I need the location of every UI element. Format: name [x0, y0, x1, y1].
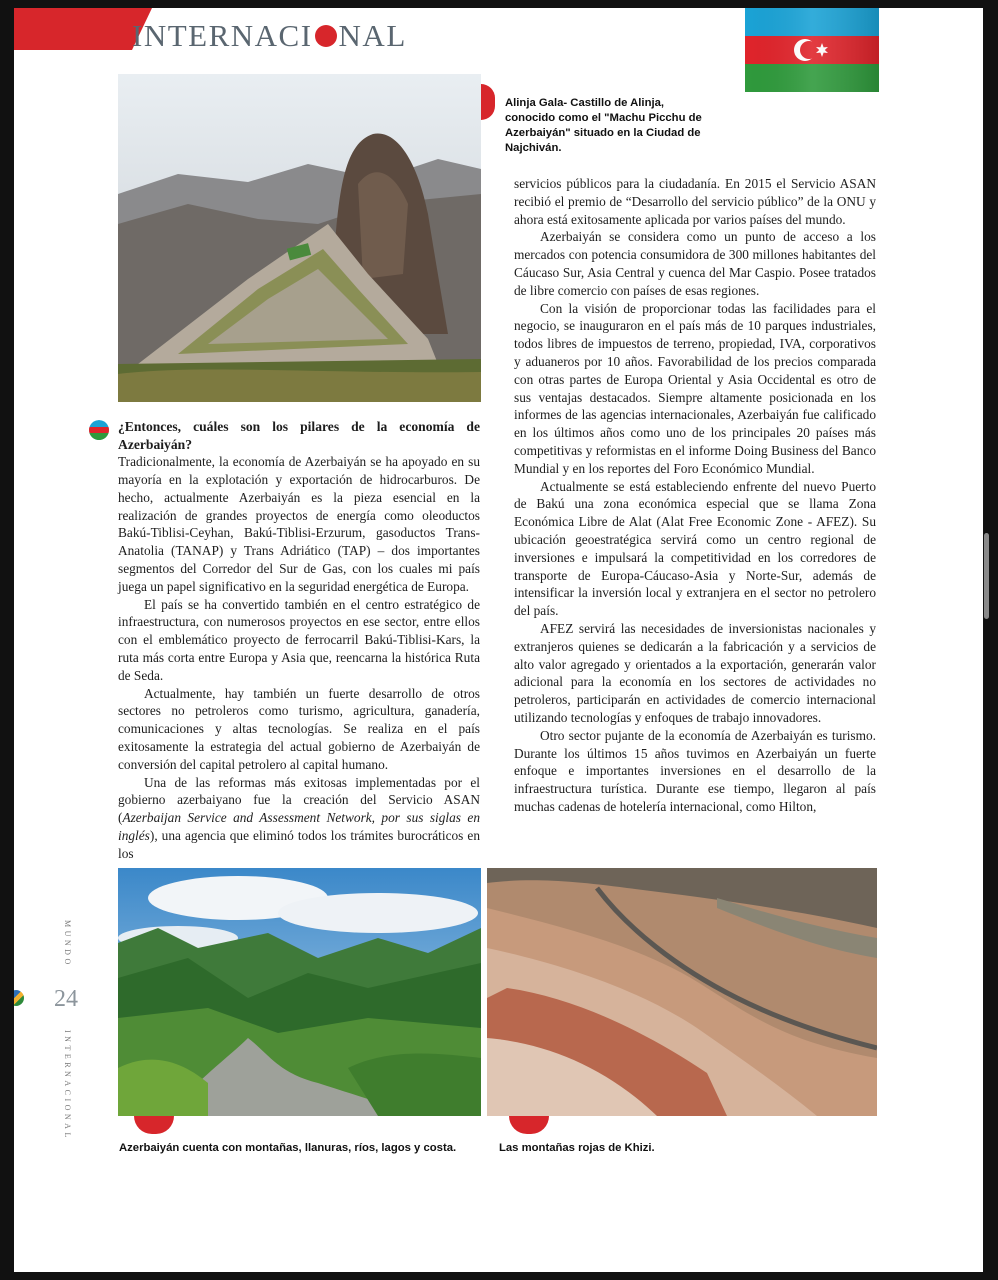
azerbaijan-flag-image	[745, 8, 879, 92]
caption-red-marker	[481, 84, 495, 120]
top-photo-caption: Alinja Gala- Castillo de Alinja, conocido como el "Machu Picchu de Azerbaiyán" situado en la Ciudad de Najchiván.	[505, 97, 702, 154]
caption-red-marker	[509, 1116, 549, 1134]
bottom-right-caption: Las montañas rojas de Khizi.	[499, 1142, 655, 1154]
paragraph: Azerbaiyán se considera como un punto de acceso a los mercados con potencia consumidora de 300 millones habitantes del Cáucaso Sur, Asia Central y cuenca del Mar Caspio. Posee tratados de libre comercio con países de esas regiones.	[514, 229, 876, 298]
azerbaijan-globe-icon	[89, 420, 109, 440]
green-mountains-photo	[118, 868, 481, 1116]
paragraph: El país se ha convertido también en el centro estratégico de infraestructura, con numerosos proyectos en ese sector, entre ellos con el emblemático proyecto de ferrocarril Bakú-Tiblisi-Kars, la ruta más corta entre Europa y Asia que, reencarna la histórica Ruta de Seda.	[118, 596, 480, 683]
alinja-fortress-photo	[118, 74, 481, 402]
paragraph: Una de las reformas más exitosas implementadas por el gobierno azerbaiyano fue la creación del Servicio ASAN (Azerbaijan Service and Assessment Network, por sus siglas en inglés), una agencia que eliminó todos los trámites burocráticos en los	[118, 774, 480, 861]
paragraph: Con la visión de proporcionar todas las facilidades para el negocio, se inauguraron en el país más de 10 parques industriales, todos libres de impuestos de terreno, propiedad, IVA, corporativos y aduaneros por 10 años. Favorabilidad de los precios comparada con otras partes de Europa Oriental y Asia Occidental es otro de sus ventajas destacados. Siempre altamente posicionada en los informes de las agencias internacionales, Azerbaiyán fue calificado en los últimos años como uno de los principales 20 países más competitivas y reformistas en el informe Doing Business del Banco Mundial y en los reportes del Foro Económico Mundial.	[514, 300, 876, 476]
bottom-left-caption: Azerbaiyán cuenta con montañas, llanuras, ríos, lagos y costa.	[119, 1142, 457, 1154]
paragraph: Otro sector pujante de la economía de Azerbaiyán es turismo. Durante los últimos 15 años tuvimos en Azerbaiyán un fuerte enfoque e importantes inversiones en el desarrollo de la infraestructura turística. Durante ese tiempo, llegaron al país muchas cadenas de hotelería internacional, como Hilton,	[514, 727, 876, 814]
globe-icon	[14, 990, 24, 1006]
paragraph: Actualmente, hay también un fuerte desarrollo de otros sectores no petroleros como turismo, agricultura, ganadería, comunicaciones y altas tecnologías. Se realiza en el país exitosamente la estrategia del actual gobierno de Azerbaiyán de conversión del capital petrolero al capital humano.	[118, 685, 480, 772]
paragraph: Tradicionalmente, la economía de Azerbaiyán se ha apoyado en su mayoría en la explotación y exportación de hidrocarburos. De hecho, actualmente Azerbaiyán es la pieza esencial en la realización de grandes proyectos de energía como oleoductos Bakú-Tiblisi-Ceyhan, Bakú-Tiblisi-Erzurum, gasoductos Trans-Anatolia (TANAP) y Trans Adriático (TAP) – dos importantes segmentos del Corredor del Sur de Gas, con los cuales mi país juega un papel significativo en la seguridad energética de Europa.	[118, 454, 480, 594]
title-red-o-dot	[315, 25, 337, 47]
paragraph: Actualmente se está estableciendo enfrente del nuevo Puerto de Bakú una zona económica especial que se llama Zona Económica Libre de Alat (Alat Free Economic Zone - AFEZ). Su ubicación geoestratégica servirá como un centro regional de inversiones e impulsará la competitividad en los corredores de transporte de Europa-Cáucaso-Asia y Norte-Sur, además de intensificar la inversión local y extranjera en el sector no petrolero del país.	[514, 478, 876, 619]
header-red-bar	[14, 8, 132, 50]
magazine-page	[14, 8, 983, 1272]
caption-red-marker	[134, 1116, 174, 1134]
red-mountains-khizi-photo	[487, 868, 877, 1116]
article-heading: ¿Entonces, cuáles son los pilares de la economía de Azerbaiyán?	[118, 419, 480, 452]
page-number: 24	[54, 986, 78, 1012]
margin-label-bottom: INTERNACIONAL	[63, 1030, 72, 1141]
paragraph: servicios públicos para la ciudadanía. En 2015 el Servicio ASAN recibió el premio de “Desarrollo del servicio público” de la ONU y ahora está exitosamente aplicada por varios países del mundo.	[514, 176, 876, 227]
paragraph: AFEZ servirá las necesidades de inversionistas nacionales y extranjeros quienes se dedicarán a la fabricación y a servicios de alto valor agregado y orientados a la exportación, generarán valor adicional para la economía en los sectores de actividades no petroleros, participarán en actividades de comercio internacional utilizando tecnologías y enfoques de trabajo innovadores.	[514, 620, 876, 725]
section-title: INTERNACI NAL	[132, 18, 407, 53]
article-left-column	[118, 418, 480, 863]
article-right-column	[514, 175, 876, 816]
scrollbar-thumb[interactable]	[984, 533, 989, 619]
margin-label-top: MUNDO	[63, 920, 72, 968]
